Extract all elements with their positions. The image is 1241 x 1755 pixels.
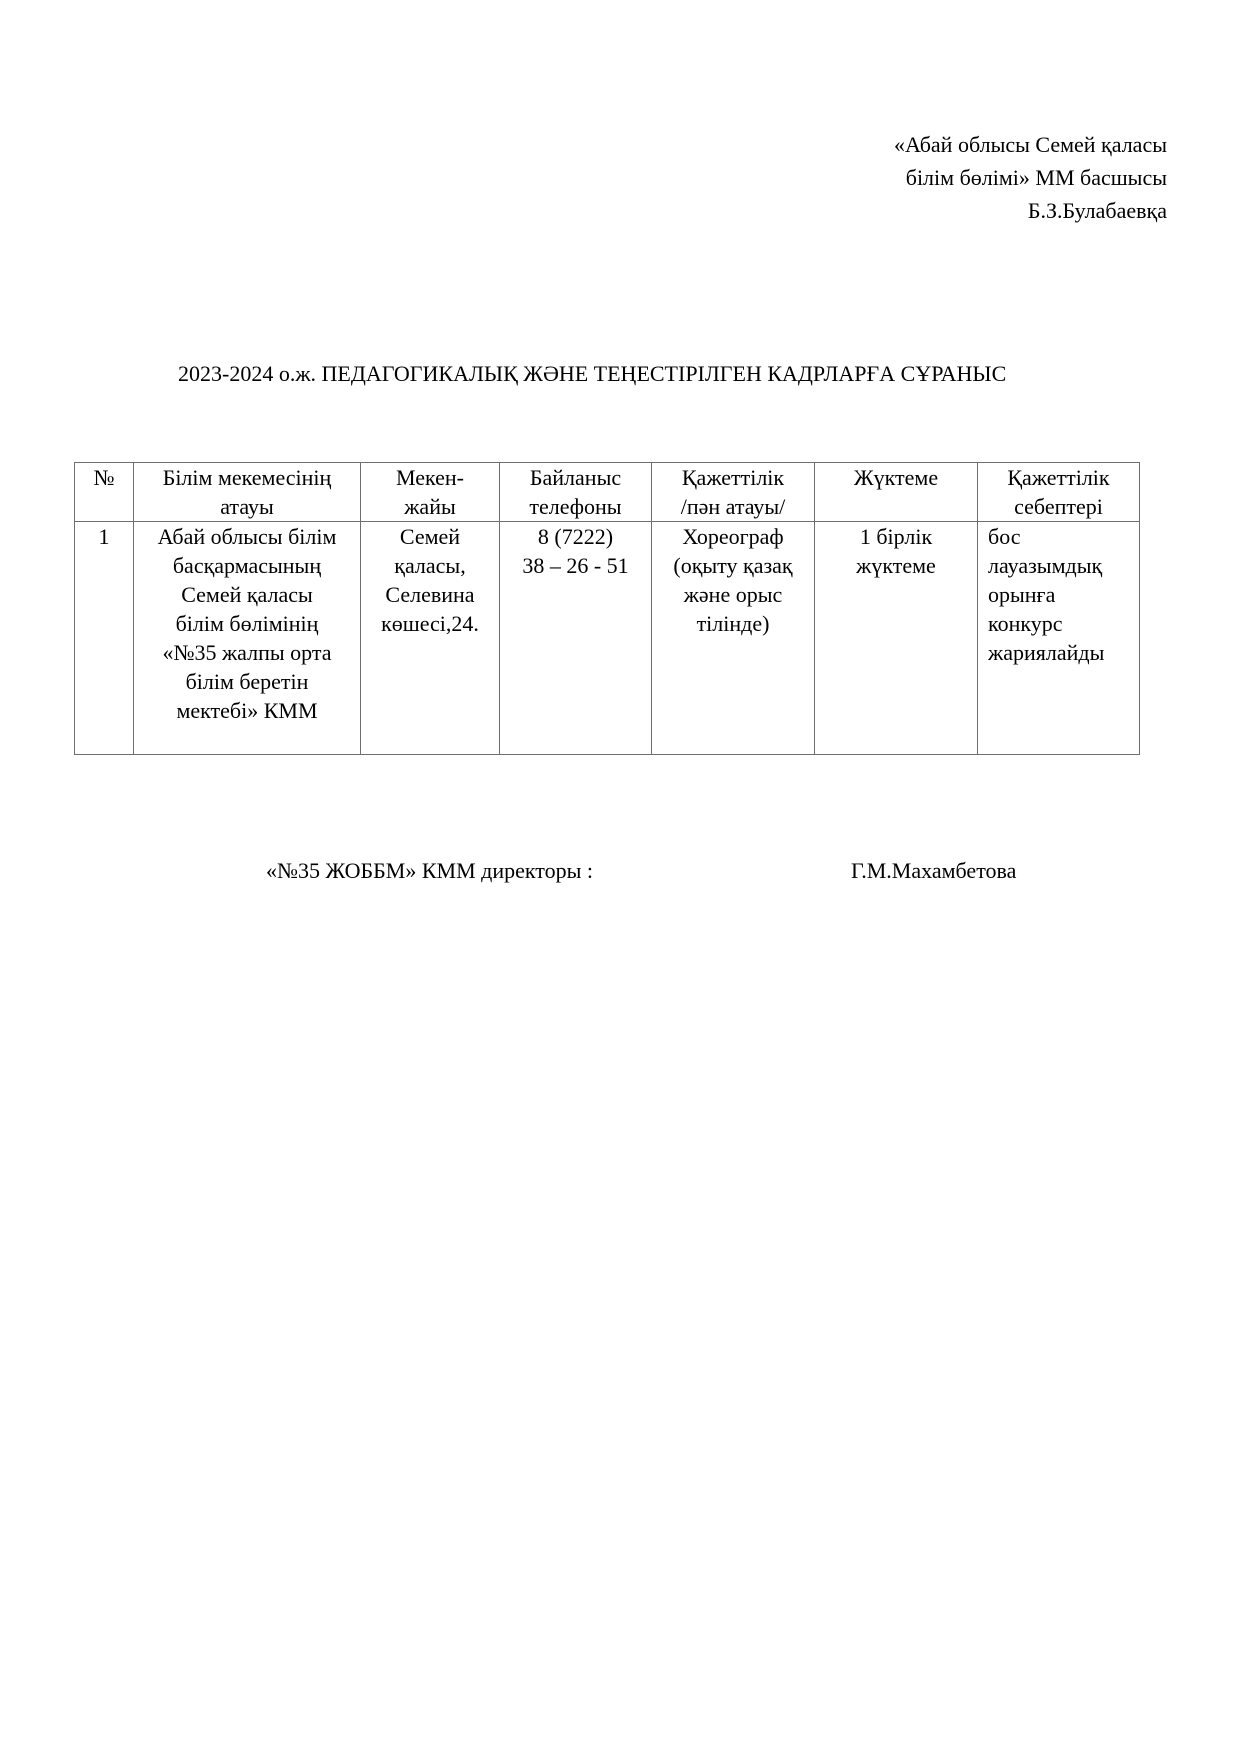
addressee-block <box>894 128 1167 227</box>
table-row <box>75 522 1140 755</box>
addressee-line: білім бөлімі» ММ басшысы <box>905 165 1167 190</box>
col-header-reasons: Қажеттілік себептері <box>978 463 1140 522</box>
cell-address: Семей қаласы, Селевина көшесі,24. <box>361 522 500 755</box>
col-header-need: Қажеттілік /пән атауы/ <box>652 463 815 522</box>
col-header-number: № <box>75 463 134 522</box>
cell-reasons: бос лауазымдық орынға конкурс жариялайды <box>978 522 1140 755</box>
col-header-workload: Жүктеме <box>815 463 978 522</box>
staff-request-table <box>74 462 1140 755</box>
cell-need: Хореограф (оқыту қазақ және орыс тілінде) <box>652 522 815 755</box>
cell-number: 1 <box>75 522 134 755</box>
col-header-address: Мекен- жайы <box>361 463 500 522</box>
table-header-row <box>75 463 1140 522</box>
cell-workload: 1 бірлік жүктеме <box>815 522 978 755</box>
col-header-phone: Байланыс телефоны <box>500 463 652 522</box>
col-header-institution: Білім мекемесінің атауы <box>134 463 361 522</box>
document-title: 2023-2024 о.ж. ПЕДАГОГИКАЛЫҚ ЖӘНЕ ТЕҢЕСТІРІЛГЕН КАДРЛАРҒА СҰРАНЫС <box>178 361 1007 386</box>
cell-phone: 8 (7222) 38 – 26 - 51 <box>500 522 652 755</box>
addressee-line: «Абай облысы Семей қаласы <box>893 132 1167 157</box>
signature-name: Г.М.Махамбетова <box>851 858 1017 883</box>
cell-institution: Абай облысы білім басқармасының Семей қаласы білім бөлімінің «№35 жалпы орта білім беретін мектебі» КММ <box>134 522 361 755</box>
signature-role: «№35 ЖОББМ» КММ директоры : <box>266 858 594 883</box>
addressee-line: Б.З.Булабаевқа <box>1027 198 1167 223</box>
